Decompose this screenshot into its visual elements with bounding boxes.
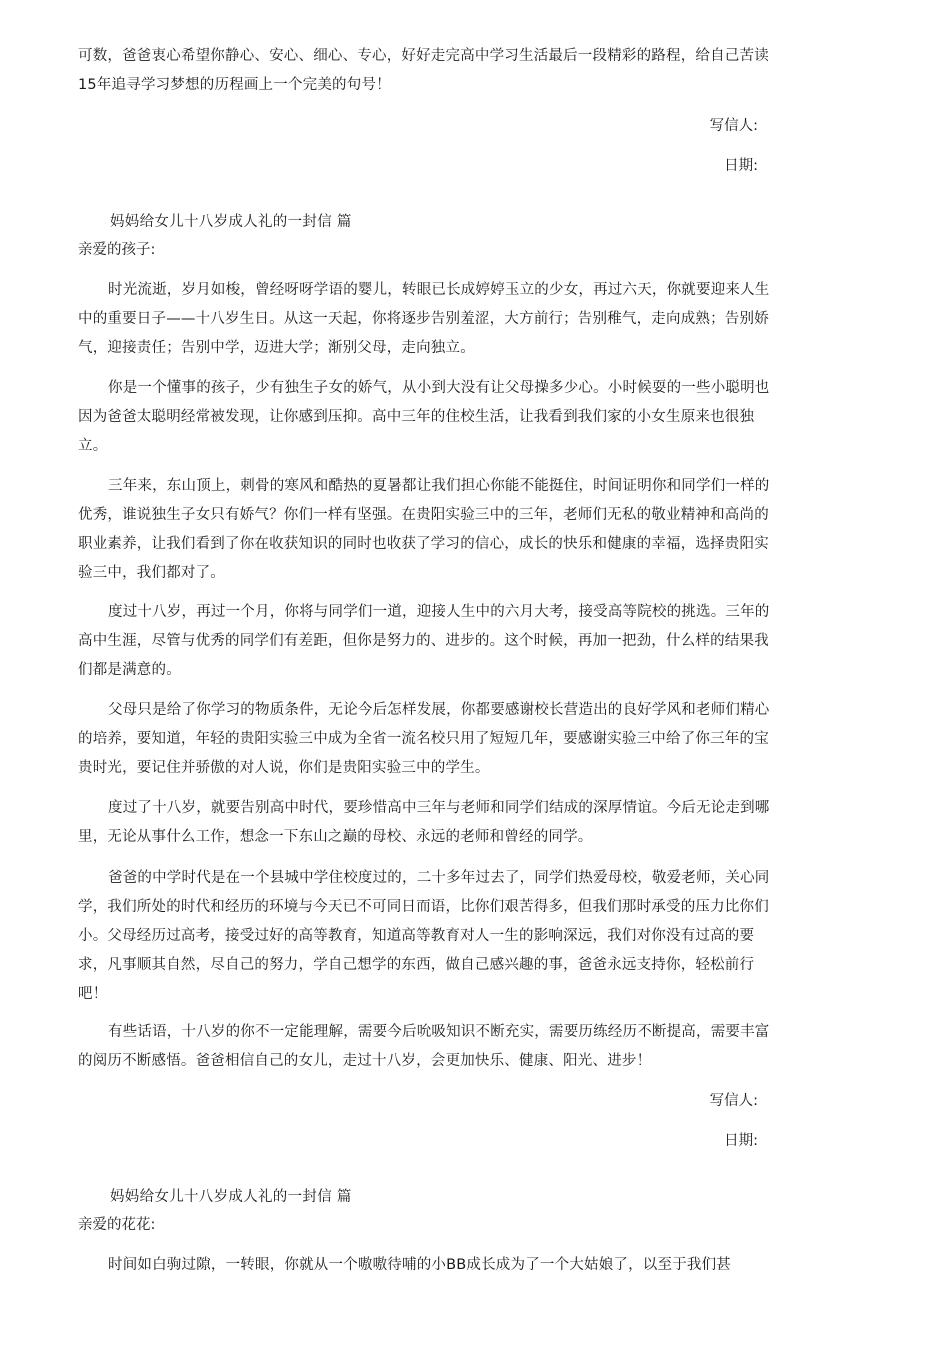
paragraph: 三年来，东山顶上，刺骨的寒风和酷热的夏暑都让我们担心你能不能挺住，时间证明你和同学们一样的优秀，谁说独生子女只有娇气？你们一样有坚强。在贵阳实验三中的三年，老师们无私的敬业精神和高尚的职业素养，让我们看到了你在收获知识的同时也收获了学习的信心，成长的快乐和健康的幸福，选择贵阳实验三中，我们都对了。 [78, 478, 770, 581]
section2-writer-label: 写信人: [709, 1093, 758, 1109]
section3-paragraph [78, 1251, 778, 1280]
section3-title: 妈妈给女儿十八岁成人礼的一封信 篇 [110, 1189, 352, 1205]
paragraph: 度过十八岁，再过一个月，你将与同学们一道，迎接人生中的六月大考，接受高等院校的挑选。三年的高中生涯，尽管与优秀的同学们有差距，但你是努力的、进步的。这个时候，再加一把劲，什么样的结果我们都是满意的。 [78, 604, 770, 678]
section1-paragraph: 可数，爸爸衷心希望你静心、安心、细心、专心，好好走完高中学习生活最后一段精彩的路程，给自己苦读15年追寻学习梦想的历程画上一个完美的句号！ [78, 48, 769, 93]
section1-date-label: 日期: [724, 158, 758, 174]
paragraph: 度过了十八岁，就要告别高中时代，要珍惜高中三年与老师和同学们结成的深厚情谊。今后无论走到哪里，无论从事什么工作，想念一下东山之巅的母校、永远的老师和曾经的同学。 [78, 800, 770, 845]
paragraph: 时光流逝，岁月如梭，曾经呀呀学语的婴儿，转眼已长成婷婷玉立的少女，再过六天，你就要迎来人生中的重要日子——十八岁生日。从这一天起，你将逐步告别羞涩，大方前行；告别稚气，走向成熟；告别娇气，迎接责任；告别中学，迈进大学；渐别父母，走向独立。 [78, 282, 770, 356]
section2-paragraph-3 [78, 472, 778, 588]
paragraph: 有些话语，十八岁的你不一定能理解，需要今后吮吸知识不断充实，需要历练经历不断提高，需要丰富的阅历不断感悟。爸爸相信自己的女儿，走过十八岁，会更加快乐、健康、阳光、进步！ [78, 1024, 770, 1069]
section2-salutation: 亲爱的孩子: [78, 242, 156, 258]
section2-date-label: 日期: [724, 1133, 758, 1149]
section3-salutation: 亲爱的花花: [78, 1217, 156, 1233]
section2-paragraph-8 [78, 1018, 778, 1076]
section1-writer-label: 写信人: [709, 118, 758, 134]
paragraph: 爸爸的中学时代是在一个县城中学住校度过的，二十多年过去了，同学们热爱母校，敬爱老师，关心同学，我们所处的时代和经历的环境与今天已不可同日而语，比你们艰苦得多，但我们那时承受的压力比你们小。父母经历过高考，接受过好的高等教育，知道高等教育对人一生的影响深远，我们对你没有过高的要求，凡事顺其自然，尽自己的努力，学自己想学的东西，做自己感兴趣的事，爸爸永远支持你，轻松前行吧！ [78, 870, 770, 1002]
paragraph: 父母只是给了你学习的物质条件，无论今后怎样发展，你都要感谢校长营造出的良好学风和老师们精心的培养，要知道，年轻的贵阳实验三中成为全省一流名校只用了短短几年，要感谢实验三中给了你三年的宝贵时光，要记住并骄傲的对人说，你们是贵阳实验三中的学生。 [78, 702, 770, 776]
section2-paragraph-4 [78, 598, 778, 685]
section2-paragraph-1 [78, 276, 778, 363]
paragraph: 你是一个懂事的孩子，少有独生子女的娇气，从小到大没有让父母操多少心。小时候耍的一些小聪明也因为爸爸太聪明经常被发现，让你感到压抑。高中三年的住校生活，让我看到我们家的小女生原来也很独立。 [78, 380, 770, 454]
section1-body [78, 42, 778, 100]
section2-title: 妈妈给女儿十八岁成人礼的一封信 篇 [110, 214, 352, 230]
section2-paragraph-5 [78, 696, 778, 783]
section2-paragraph-6 [78, 794, 778, 852]
section2-paragraph-2 [78, 374, 778, 461]
section2-paragraph-7 [78, 864, 778, 1009]
paragraph: 时间如白驹过隙，一转眼，你就从一个嗷嗷待哺的小BB成长成为了一个大姑娘了，以至于我们甚 [108, 1257, 731, 1273]
